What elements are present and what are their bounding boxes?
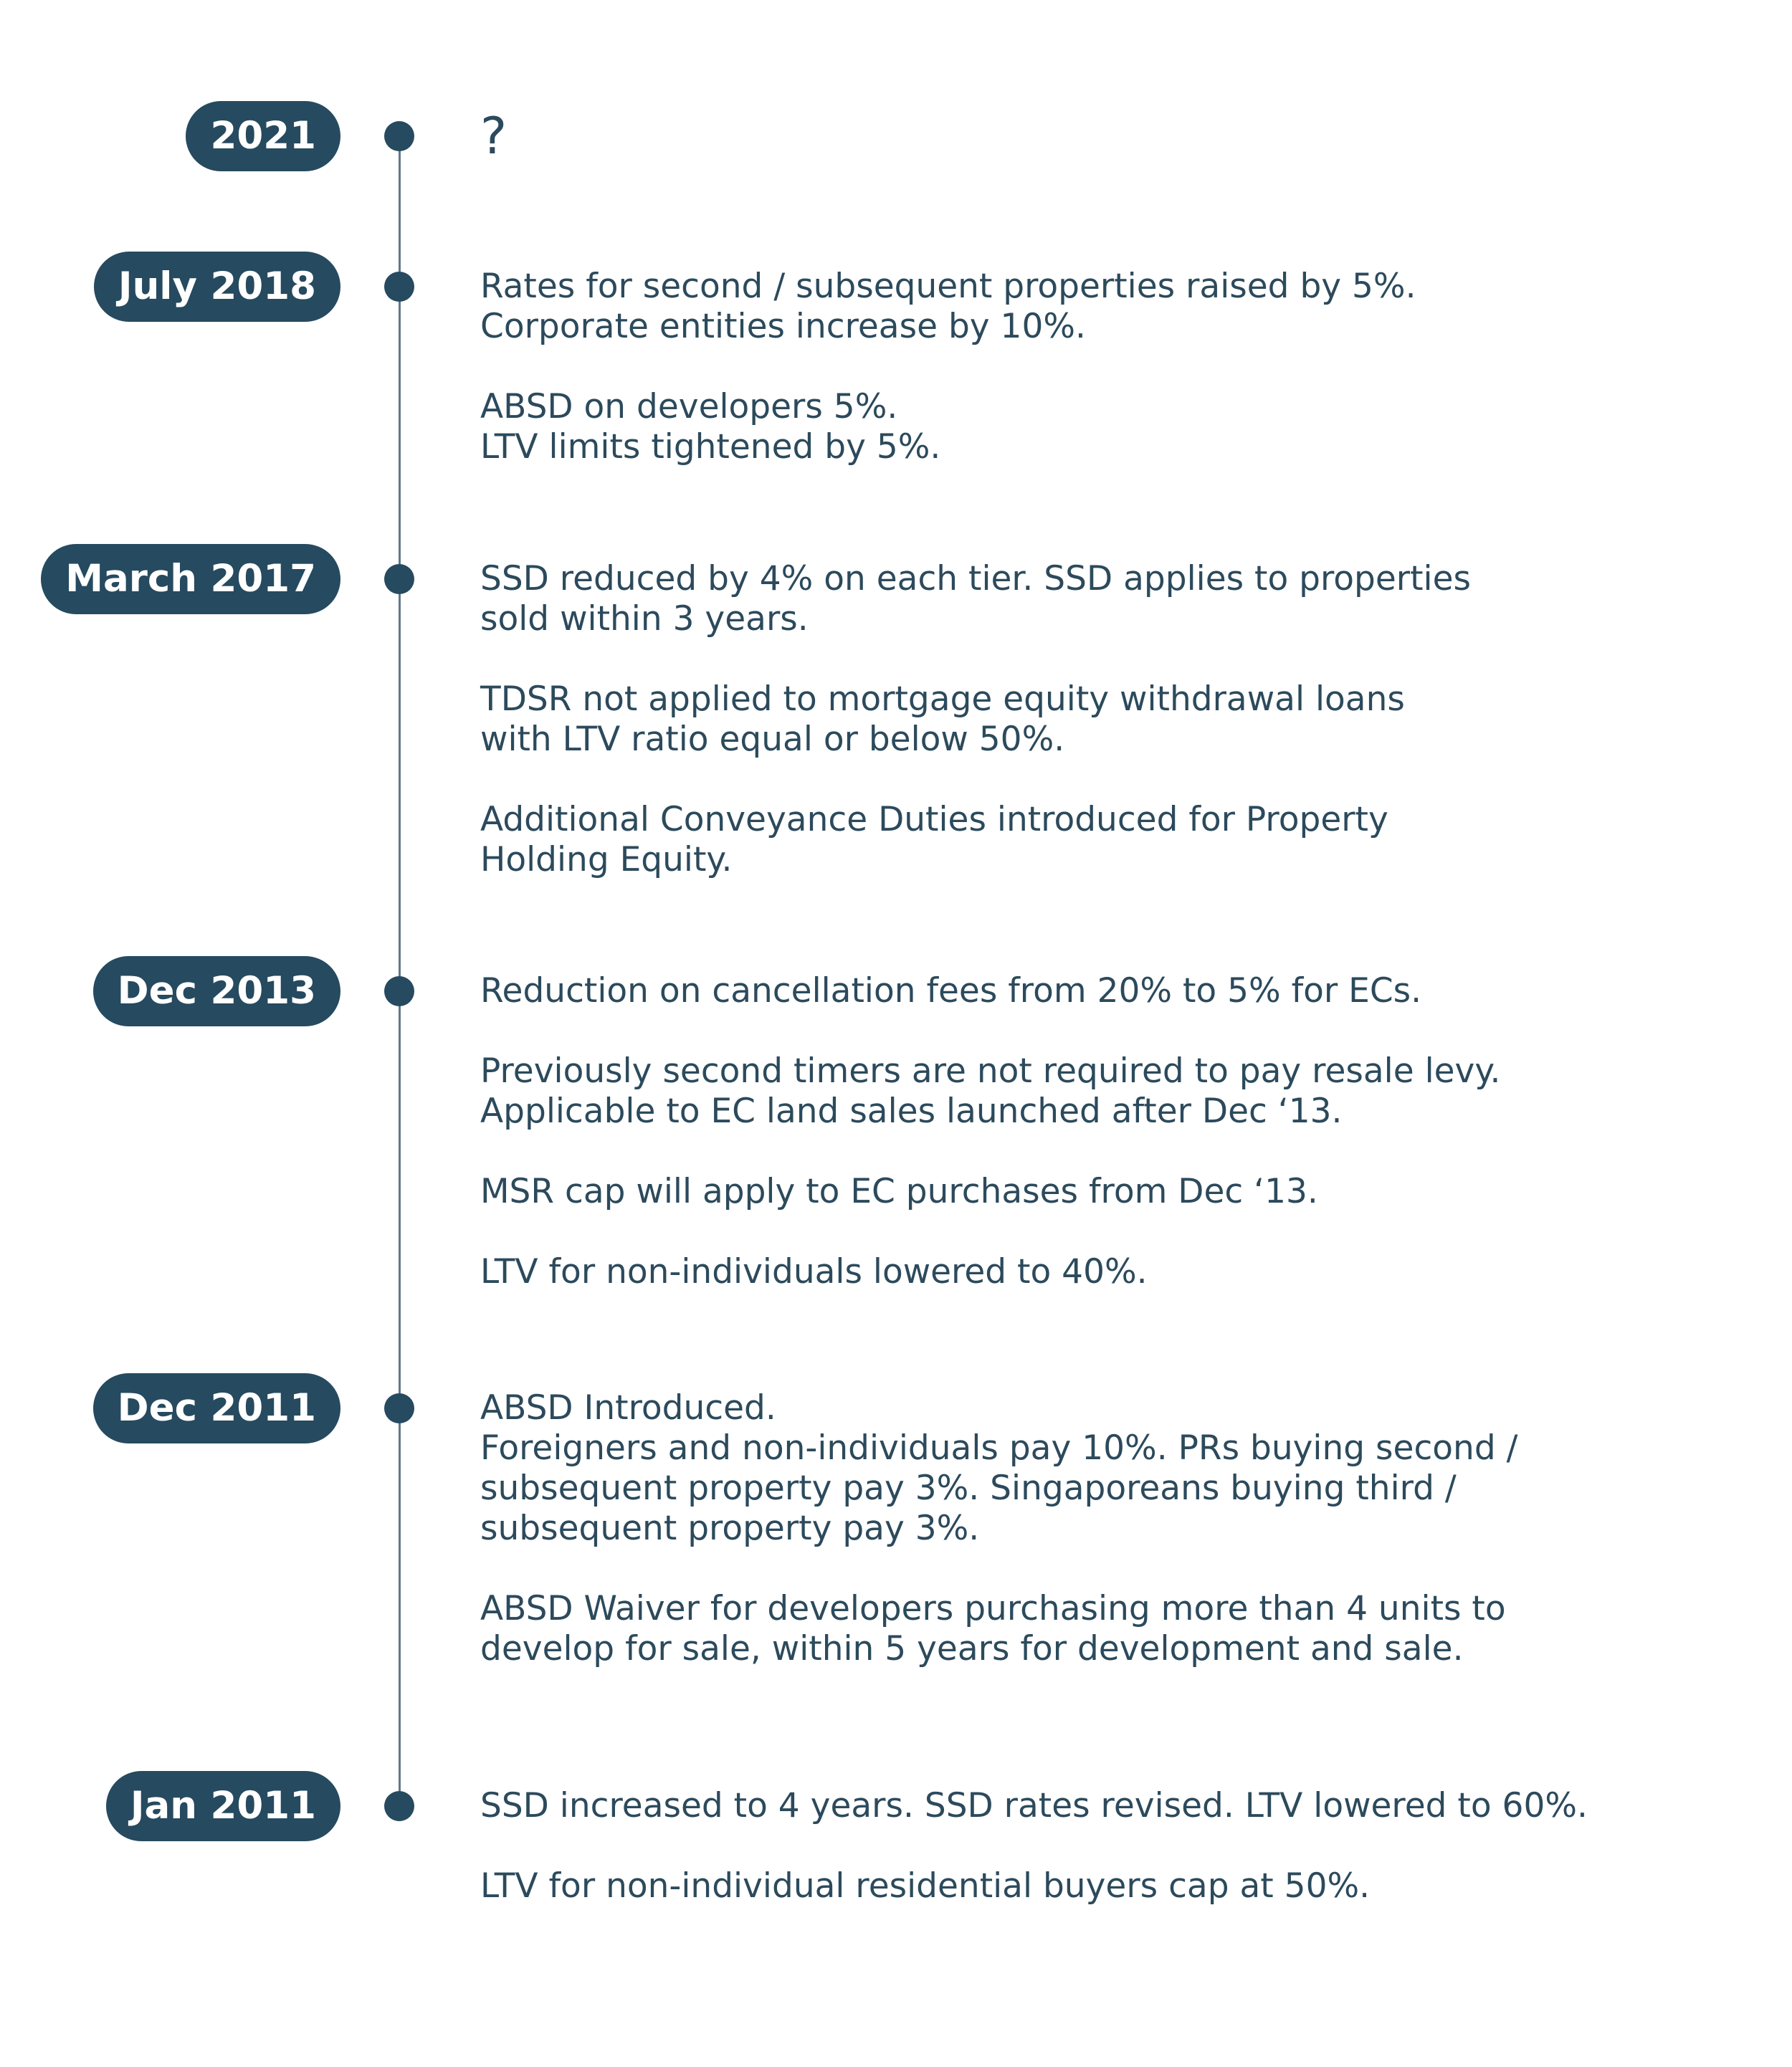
timeline-event-text: LTV for non-individual residential buyers cap at 50%. — [480, 1866, 1371, 1906]
timeline-events — [480, 1786, 1699, 1906]
timeline-events — [480, 1388, 1699, 1669]
timeline-dot — [384, 121, 414, 151]
timeline-date-badge: July 2018 — [94, 252, 340, 322]
timeline-event-text: MSR cap will apply to EC purchases from Dec ‘13. — [480, 1172, 1318, 1211]
timeline-event-text: TDSR not applied to mortgage equity withdrawal loans with LTV ratio equal or below 50%. — [480, 679, 1405, 759]
timeline-axis-line — [399, 136, 401, 1806]
timeline-event-text: LTV for non-individuals lowered to 40%. — [480, 1252, 1148, 1292]
timeline-dot — [384, 1791, 414, 1821]
timeline-event-text: Reduction on cancellation fees from 20% to 5% for ECs. — [480, 971, 1422, 1011]
timeline-dot — [384, 1393, 414, 1423]
timeline-event-text: ? — [480, 107, 507, 166]
timeline-events — [480, 107, 1699, 166]
timeline-date-badge: Dec 2011 — [93, 1373, 340, 1443]
timeline-events — [480, 971, 1699, 1292]
timeline-event-text: SSD increased to 4 years. SSD rates revised. LTV lowered to 60%. — [480, 1786, 1588, 1825]
timeline-event-text: SSD reduced by 4% on each tier. SSD applies to properties sold within 3 years. — [480, 559, 1472, 639]
timeline-event-text: Additional Conveyance Duties introduced for Property Holding Equity. — [480, 800, 1388, 879]
timeline-event-text: ABSD Waiver for developers purchasing more than 4 units to develop for sale, within 5 years for development and sale. — [480, 1589, 1506, 1669]
timeline-event-text: ABSD on developers 5%. LTV limits tightened by 5%. — [480, 387, 941, 467]
timeline-date-badge: 2021 — [186, 101, 340, 171]
timeline-date-badge: Dec 2013 — [93, 956, 340, 1026]
timeline-event-text: ABSD Introduced. Foreigners and non-individuals pay 10%. PRs buying second / subsequent property pay 3%. Singaporeans buying third / subsequent property pay 3%. — [480, 1388, 1518, 1548]
timeline-event-text: Rates for second / subsequent properties raised by 5%. Corporate entities increase by 10%. — [480, 267, 1416, 346]
timeline-events — [480, 267, 1699, 467]
timeline-dot — [384, 976, 414, 1006]
timeline-event-text: Previously second timers are not required to pay resale levy. Applicable to EC land sales launched after Dec ‘13. — [480, 1051, 1501, 1131]
timeline-dot — [384, 272, 414, 302]
timeline-dot — [384, 564, 414, 594]
timeline-date-badge: Jan 2011 — [106, 1771, 340, 1841]
timeline-events — [480, 559, 1699, 880]
timeline-date-badge: March 2017 — [41, 544, 340, 614]
